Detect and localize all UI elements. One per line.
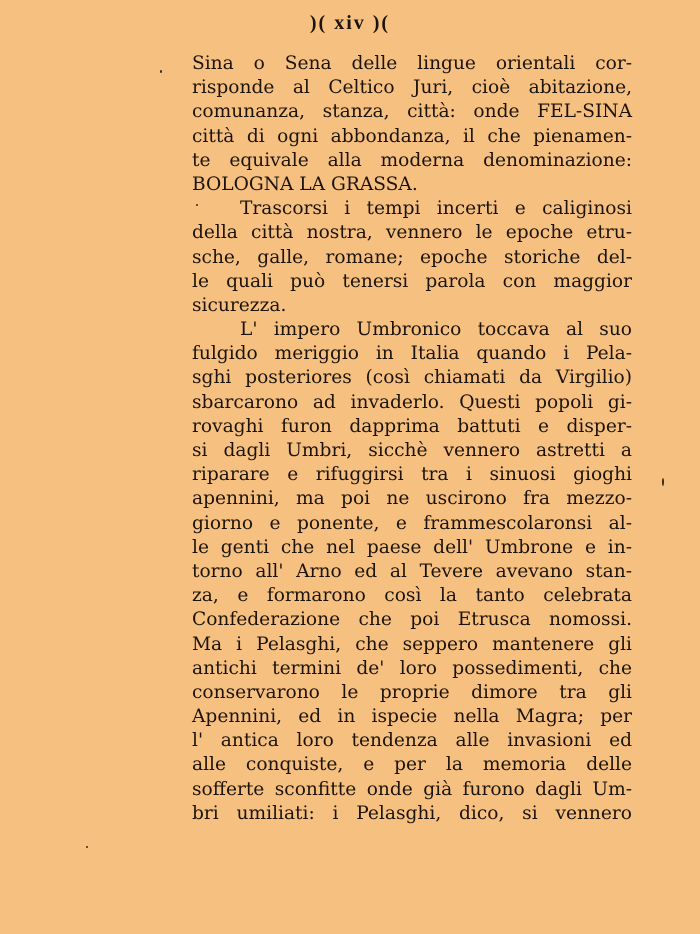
- text-line: za, e formarono così la tanto celebrata: [192, 585, 632, 607]
- text-line: Ma i Pelasghi, che seppero mantenere gli: [192, 633, 632, 655]
- page-number: )( xiv )(: [309, 12, 391, 34]
- text-line: giorno e ponente, e frammescolaronsi al-: [192, 512, 632, 534]
- text-line: antichi termini de' loro possedimenti, che: [192, 657, 632, 679]
- text-line: sghi posteriores (così chiamati da Virgilio): [192, 367, 632, 389]
- text-line: sofferte sconfitte onde già furono dagli Um-: [192, 778, 632, 800]
- text-line: città di ogni abbondanza, il che pienamen-: [192, 125, 632, 147]
- text-line: apennini, ma poi ne uscirono fra mezzo-: [192, 488, 632, 510]
- text-line: le genti che nel paese dell' Umbrone e in-: [192, 536, 632, 558]
- paper-speck: [86, 846, 88, 848]
- text-line: riparare e rifuggirsi tra i sinuosi gioghi: [192, 464, 632, 486]
- text-line: risponde al Celtico Juri, cioè abitazione,: [192, 77, 632, 99]
- text-line: te equivale alla moderna denominazione:: [192, 149, 632, 171]
- text-line: conservarono le proprie dimore tra gli: [192, 681, 632, 703]
- text-line: Trascorsi i tempi incerti e caliginosi: [240, 198, 632, 220]
- text-line: Apennini, ed in ispecie nella Magra; per: [192, 706, 632, 728]
- text-line: comunanza, stanza, città: onde FEL-SINA: [192, 101, 632, 123]
- text-line: L' impero Umbronico toccava al suo: [240, 319, 632, 341]
- text-line: fulgido meriggio in Italia quando i Pela-: [192, 343, 632, 365]
- body-text: [192, 52, 632, 826]
- text-line: bri umiliati: i Pelasghi, dico, si vennero: [192, 802, 632, 824]
- text-line: della città nostra, vennero le epoche etru-: [192, 222, 632, 244]
- text-line: Confederazione che poi Etrusca nomossi.: [192, 609, 632, 631]
- paper-speck: [662, 478, 664, 486]
- text-line: rovaghi furon dapprima battuti e disper-: [192, 415, 632, 437]
- text-line: BOLOGNA LA GRASSA.: [192, 173, 418, 195]
- text-line: sbarcarono ad invaderlo. Questi popoli gi-: [192, 391, 632, 413]
- text-line: si dagli Umbri, sicchè vennero astretti a: [192, 440, 632, 461]
- text-line: sicurezza.: [192, 294, 287, 316]
- text-line: Sina o Sena delle lingue orientali cor-: [192, 53, 632, 74]
- paper-speck: [160, 70, 162, 73]
- text-line: le quali può tenersi parola con maggior: [192, 270, 632, 292]
- text-line: alle conquiste, e per la memoria delle: [192, 754, 632, 776]
- text-line: torno all' Arno ed al Tevere avevano stan-: [192, 560, 632, 582]
- text-line: l' antica loro tendenza alle invasioni ed: [192, 730, 632, 752]
- text-line: sche, galle, romane; epoche storiche del-: [192, 246, 632, 268]
- paper-speck: [196, 204, 198, 206]
